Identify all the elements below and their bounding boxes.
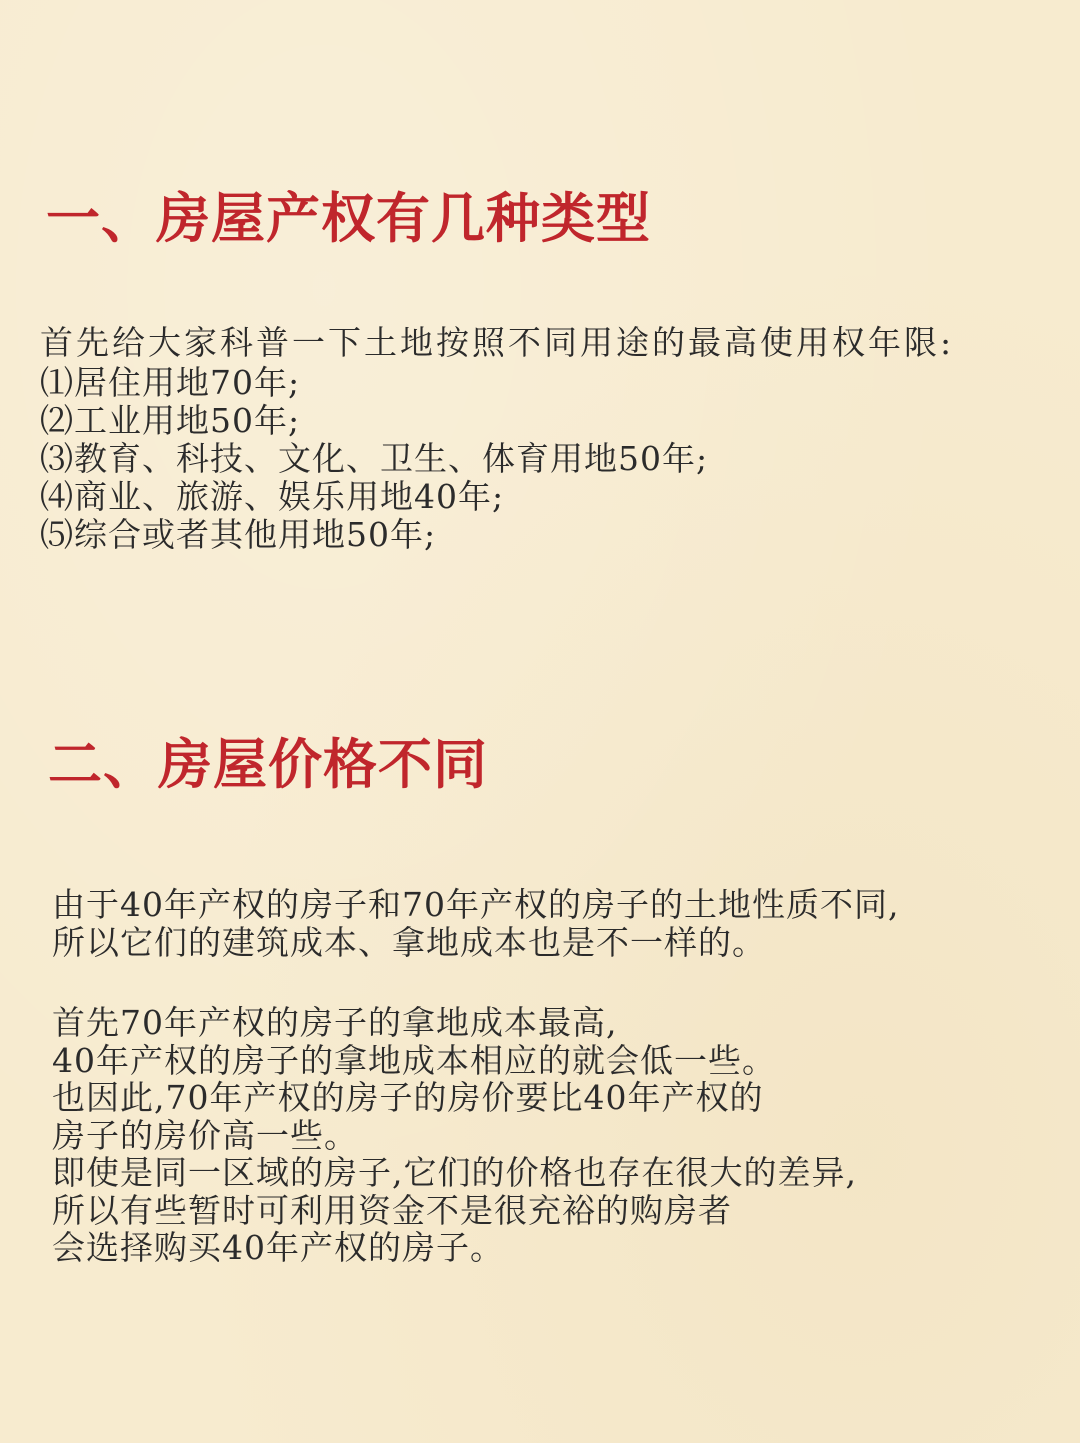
paragraph-line: 首先70年产权的房子的拿地成本最高, <box>52 1003 618 1042</box>
paragraph-line: 即使是同一区域的房子,它们的价格也存在很大的差异, <box>52 1153 857 1192</box>
price-paragraph-1 <box>52 886 899 962</box>
paragraph-line: 房子的房价高一些。 <box>52 1115 358 1155</box>
list-item: ⑷商业、旅游、娱乐用地40年; <box>40 477 505 516</box>
paragraph-line: 会选择购买40年产权的房子。 <box>52 1228 504 1267</box>
section-title-property-types: 一、房屋产权有几种类型 <box>46 187 651 250</box>
list-item: ⑴居住用地70年; <box>40 363 301 402</box>
paragraph-line: 40年产权的房子的拿地成本相应的就会低一些。 <box>52 1040 776 1080</box>
land-use-terms-block <box>40 322 954 554</box>
land-use-intro: 首先给大家科普一下土地按照不同用途的最高使用权年限: <box>40 323 955 362</box>
price-paragraph-2 <box>52 1004 857 1267</box>
paragraph-line: 由于40年产权的房子和70年产权的房子的土地性质不同, <box>52 885 900 924</box>
list-item: ⑸综合或者其他用地50年; <box>40 515 437 554</box>
section-title-price-difference: 二、房屋价格不同 <box>48 733 488 796</box>
list-item: ⑵工业用地50年; <box>40 401 301 440</box>
paragraph-line: 也因此,70年产权的房子的房价要比40年产权的 <box>52 1078 764 1117</box>
paragraph-line: 所以有些暂时可利用资金不是很充裕的购房者 <box>52 1190 732 1230</box>
paragraph-line: 所以它们的建筑成本、拿地成本也是不一样的。 <box>52 923 766 962</box>
list-item: ⑶教育、科技、文化、卫生、体育用地50年; <box>40 439 709 478</box>
